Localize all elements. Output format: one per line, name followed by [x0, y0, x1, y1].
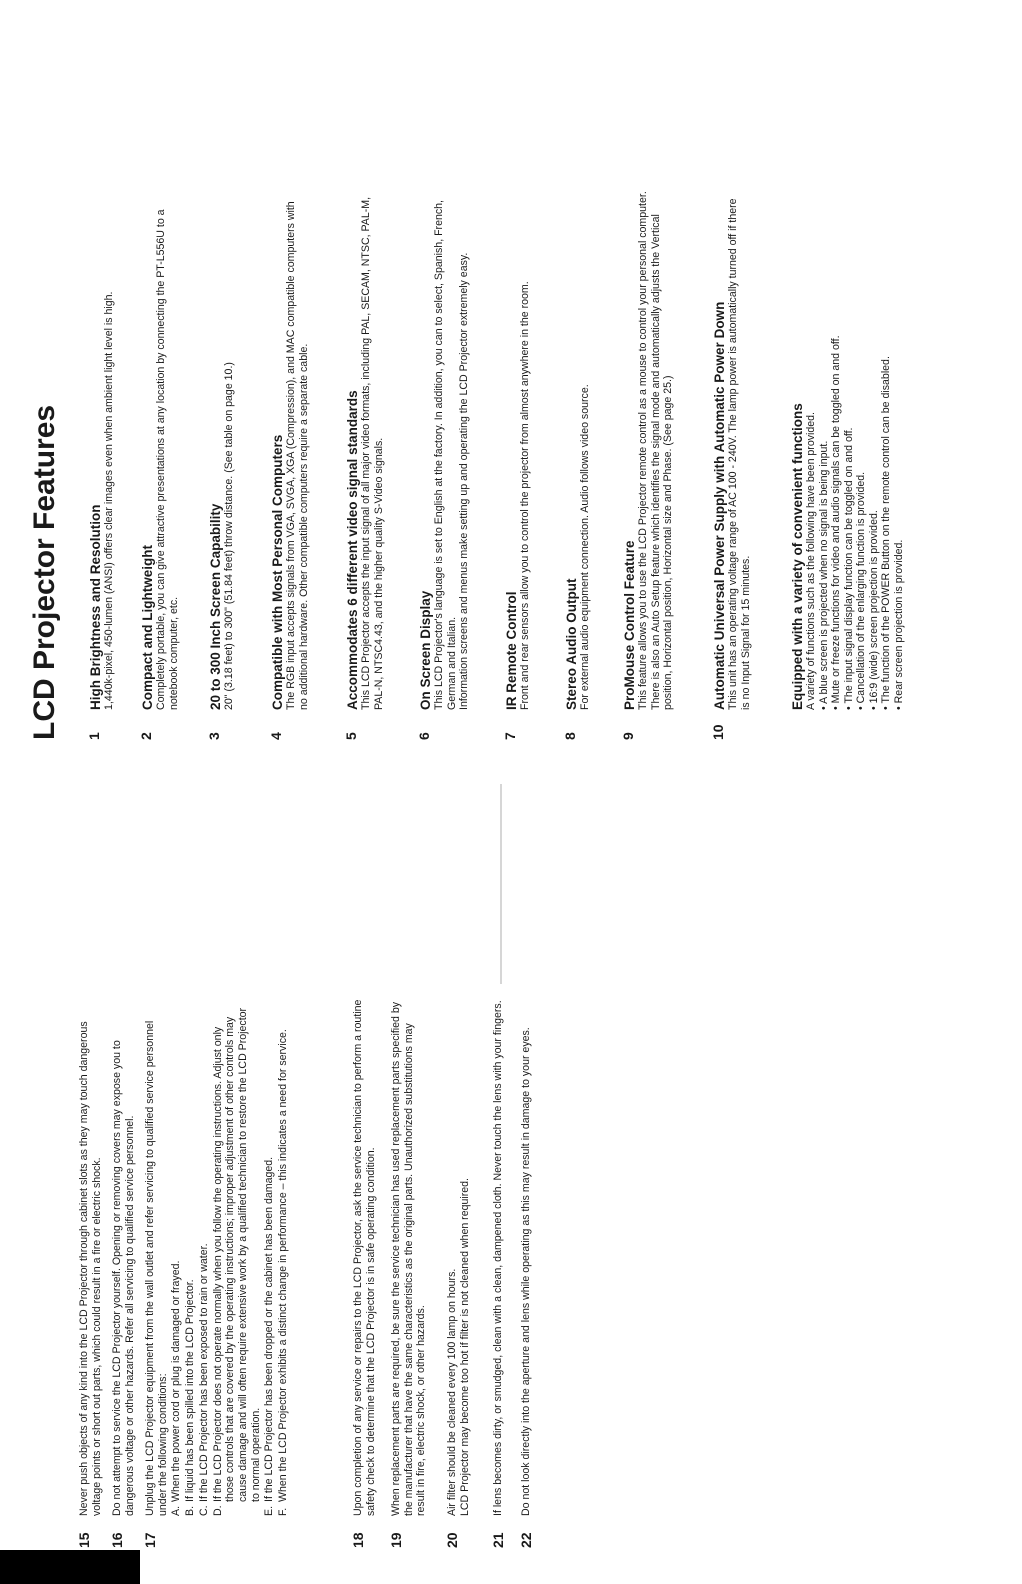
feature-text: For external audio equipment connection. Audio follows video source. — [579, 384, 591, 710]
feature-bullet: • The function of the POWER Button on the remote control can be disabled. — [880, 356, 892, 710]
text-line: dangerous voltage or other hazards. Refer all servicing to qualified service personnel. — [123, 1115, 136, 1516]
item-number: 22 — [518, 1532, 534, 1548]
feature-7 — [504, 281, 532, 740]
feature-text: This LCD Projector's language is set to English at the factory. In addition, you can to select, Spanish, French, — [433, 199, 445, 710]
condition-e — [263, 1008, 276, 1516]
text-line: When the LCD Projector exhibits a distinct change in performance – this indicates a need for service. — [277, 1029, 290, 1502]
instruction-22 — [520, 1027, 533, 1548]
item-text — [111, 1040, 136, 1516]
feature-5 — [345, 197, 385, 740]
sub-letter: B. — [184, 1505, 197, 1516]
feature-text: Information screens and menus make setting up and operating the LCD Projector extremely easy. — [458, 252, 470, 710]
feature-text: German and Italian. — [445, 616, 458, 710]
feature-heading: High Brightness and Resolution — [88, 504, 103, 710]
feature-heading: Compact and Lightweight — [140, 545, 155, 710]
feature-8 — [564, 384, 592, 740]
feature-text: is no Input Signal for 15 minutes. — [739, 555, 752, 710]
instruction-18 — [352, 1000, 377, 1548]
feature-text: 1,440k-pixel, 450-lumen (ANSI) offers clear images even when ambient light level is high. — [103, 291, 115, 710]
item-text — [492, 1000, 505, 1516]
feature-text: There is also an Auto Setup feature which identifies the signal mode and automatically adjusts the Vertical — [649, 214, 662, 710]
text-line: If the LCD Projector has been dropped or the cabinet has been damaged. — [263, 1156, 276, 1502]
text-line: Air filter should be cleaned every 100 lamp on hours. — [446, 1268, 458, 1516]
instruction-15 — [78, 1021, 103, 1548]
condition-c — [198, 1008, 211, 1516]
feature-text: 20" (3.18 feet) to 300" (51.84 feet) throw distance. (See table on page 10.) — [223, 362, 235, 710]
feature-number: 3 — [206, 732, 222, 740]
instruction-17 — [144, 1008, 290, 1548]
page-title: LCD Projector Features — [28, 404, 61, 740]
feature-9 — [622, 191, 675, 740]
item-number: 19 — [388, 1532, 404, 1548]
feature-bullet: • Cancellation of the enlarging function is provided. — [855, 471, 867, 710]
text-line: When replacement parts are required, be sure the service technician has used replacement parts specified by — [390, 1001, 402, 1516]
feature-bullet: • 16:9 (wide) screen projection is provided. — [867, 510, 880, 710]
feature-heading: IR Remote Control — [504, 591, 519, 710]
page-fold-shadow — [500, 784, 502, 984]
feature-number: 9 — [620, 732, 636, 740]
feature-text: A variety of functions such as the following have been provided. — [805, 412, 817, 710]
text-line: cause damage and will often require extensive work by a qualified technician to restore the LCD Projector — [236, 1007, 249, 1502]
feature-10 — [712, 198, 752, 740]
feature-bullet: • Rear screen projection is provided. — [892, 539, 905, 710]
feature-heading: Accommodates 6 different video signal standards — [345, 390, 360, 710]
feature-text: This LCD Projector accepts the input signal of all major video formats, including PAL, SECAM, NTSC, PAL-M, — [360, 196, 372, 710]
feature-bullet: • The input signal display function can be toggled on and off. — [842, 427, 855, 710]
sub-letter: F. — [277, 1507, 290, 1516]
feature-heading: 20 to 300 Inch Screen Capability — [208, 503, 223, 710]
text-line: LCD Projector may become too hot if filter is not cleaned when required. — [458, 1178, 471, 1516]
feature-text: The RGB input accepts signals from VGA, SVGA, XGA (Compression), and MAC compatible computers with — [285, 201, 297, 710]
instruction-19 — [390, 1002, 428, 1548]
feature-number: 5 — [343, 732, 359, 740]
feature-heading: Equipped with a variety of convenient functions — [790, 403, 805, 710]
sub-letter: C. — [197, 1505, 210, 1516]
feature-text: Front and rear sensors allow you to control the projector from almost anywhere in the room. — [519, 281, 531, 710]
item-text — [78, 1021, 103, 1516]
text-line: safety check to determine that the LCD Projector is in safe operating condition. — [364, 1147, 377, 1516]
feature-heading: Stereo Audio Output — [564, 578, 579, 710]
text-line: voltage points or short out parts, which could result in a fire or electric shock. — [90, 1157, 103, 1516]
item-number: 17 — [142, 1532, 158, 1548]
text-line: under the following conditions: — [156, 1373, 169, 1516]
safety-instructions-column — [0, 784, 1022, 1584]
feature-number: 2 — [138, 732, 154, 740]
feature-3 — [208, 362, 236, 740]
feature-text: Completely portable, you can give attractive presentations at any location by connecting the PT-L556U to a — [155, 209, 167, 710]
text-line: Upon completion of any service or repairs to the LCD Projector, ask the service technician to perform a routine — [352, 999, 364, 1516]
feature-text: This feature allows you to use the LCD Projector remote control as a mouse to control your personal computer. — [637, 191, 649, 710]
instruction-16 — [111, 1040, 136, 1548]
item-number: 15 — [76, 1532, 92, 1548]
feature-6 — [418, 200, 471, 740]
text-line: If lens becomes dirty, or smudged, clean with a clean, dampened cloth. Never touch the lens with your fingers. — [492, 1000, 504, 1516]
item-text — [352, 1000, 377, 1516]
text-line: Unplug the LCD Projector equipment from the wall outlet and refer servicing to qualified service personnel — [144, 1020, 156, 1516]
feature-text: PAL-N, NTSC4.43, and the higher quality S-Video signals. — [372, 437, 385, 710]
condition-d — [212, 1008, 263, 1516]
sub-letter: D. — [211, 1505, 224, 1516]
item-text — [390, 1002, 428, 1516]
feature-bullet: • A blue screen is projected when no signal is being input. — [817, 440, 830, 710]
feature-bullet: • Mute or freeze functions for video and audio signals can be toggled on and off. — [830, 335, 842, 710]
item-text — [446, 1178, 471, 1516]
text-line: Do not look directly into the aperture and lens while operating as this may result in damage to your eyes. — [520, 1027, 532, 1516]
feature-text: notebook computer, etc. — [167, 596, 180, 710]
feature-number: 1 — [86, 732, 102, 740]
condition-b — [184, 1008, 197, 1516]
text-line: Never push objects of any kind into the LCD Projector through cabinet slots as they may touch dangerous — [78, 1021, 90, 1516]
instruction-20 — [446, 1178, 471, 1548]
feature-heading: On Screen Display — [418, 590, 433, 710]
feature-number: 10 — [710, 724, 726, 740]
sub-letter: E. — [263, 1505, 276, 1516]
sub-letter: A. — [170, 1505, 183, 1516]
features-column — [0, 0, 1022, 784]
text-line: If the LCD Projector has been exposed to rain or water. — [197, 1243, 210, 1502]
feature-number: 8 — [562, 732, 578, 740]
feature-heading: Automatic Universal Power Supply with Automatic Power Down — [712, 301, 727, 710]
instruction-21 — [492, 1000, 505, 1548]
feature-2 — [140, 209, 180, 740]
text-line: result in fire, electric shock, or other hazards. — [415, 1305, 428, 1516]
feature-1 — [88, 292, 116, 740]
feature-text: no additional hardware. Other compatible computers require a separate cable. — [297, 343, 310, 710]
feature-number — [790, 710, 905, 740]
feature-4 — [270, 201, 310, 740]
condition-f — [277, 1008, 290, 1516]
feature-text: position, Horizontal position, Horizontal size and Phase. (See page 25.) — [662, 375, 674, 710]
feature-number: 6 — [416, 732, 432, 740]
text-line: Do not attempt to service the LCD Projector yourself. Opening or removing covers may expose you to — [111, 1040, 123, 1516]
text-line: to normal operation. — [249, 1407, 262, 1502]
feature-text: This unit has an operating voltage range of AC 100 - 240V. The lamp power is automatically turned off if there — [727, 198, 739, 710]
text-line: those controls that are covered by the operating instructions; improper adjustment of other controls may — [224, 1016, 237, 1502]
feature-number: 4 — [268, 732, 284, 740]
feature-heading: Compatible with Most Personal Computers — [270, 434, 285, 710]
feature-convenient-functions — [790, 335, 905, 740]
item-number: 20 — [444, 1532, 460, 1548]
text-line: If liquid has been spilled into the LCD Projector. — [184, 1279, 197, 1502]
item-number: 21 — [490, 1532, 506, 1548]
text-line: If the LCD Projector does not operate normally when you follow the operating instructions. Adjust only — [211, 1026, 224, 1502]
feature-heading: ProMouse Control Feature — [622, 540, 637, 710]
item-text — [520, 1027, 533, 1516]
item-text — [144, 1008, 290, 1516]
text-line: When the power cord or plug is damaged or frayed. — [170, 1260, 183, 1502]
feature-number: 7 — [502, 732, 518, 740]
item-number: 18 — [350, 1532, 366, 1548]
item-number: 16 — [109, 1532, 125, 1548]
text-line: the manufacturer that have the same characteristics as the original parts. Unauthorized substitutions may — [402, 1023, 415, 1516]
condition-a — [170, 1008, 183, 1516]
